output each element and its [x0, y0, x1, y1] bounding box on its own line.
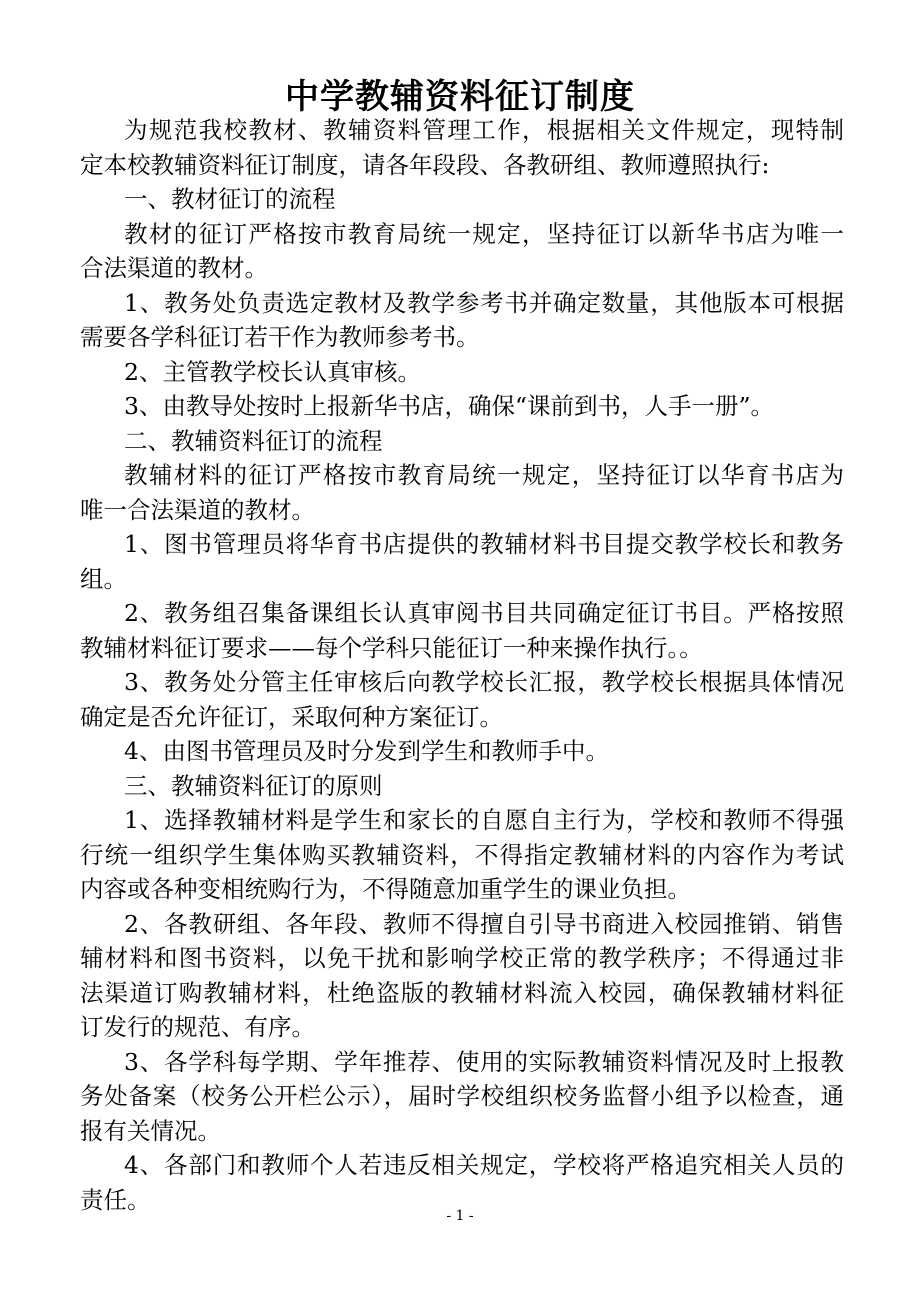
paragraph-line: 订发行的规范、有序。 — [80, 1013, 315, 1041]
paragraph — [80, 182, 844, 217]
paragraph-line: 责任。 — [80, 1185, 151, 1214]
paragraph — [80, 389, 844, 424]
paragraph-line: 行统一组织学生集体购买教辅资料，不得指定教辅材料的内容作为考试 — [80, 840, 844, 869]
paragraph-line: 三、教辅资料征订的原则 — [124, 771, 383, 800]
paragraph-line: 2、主管教学校长认真审核。 — [124, 357, 421, 386]
page-number: - 1 - — [446, 1208, 474, 1224]
paragraph-line: 一、教材征订的流程 — [124, 185, 336, 213]
paragraph-line: 3、教务处分管主任审核后向教学校长汇报，教学校长根据具体情况 — [124, 668, 844, 696]
paragraph-line: 二、教辅资料征订的流程 — [124, 426, 383, 455]
paragraph — [80, 113, 844, 182]
paragraph-line: 4、各部门和教师个人若违反相关规定，学校将严格追究相关人员的 — [124, 1151, 844, 1179]
paragraph — [80, 803, 844, 907]
paragraph-line: 报有关情况。 — [80, 1116, 221, 1145]
document-title: 中学教辅资料征订制度 — [285, 77, 635, 117]
paragraph — [80, 1045, 844, 1149]
paragraph — [80, 769, 844, 804]
paragraph-line: 1、教务处负责选定教材及教学参考书并确定数量，其他版本可根据 — [124, 288, 844, 317]
document-body — [80, 113, 844, 1217]
paragraph-line: 辅材料和图书资料，以免干扰和影响学校正常的教学秩序；不得通过非 — [80, 944, 844, 972]
paragraph — [80, 424, 844, 459]
paragraph — [80, 355, 844, 390]
paragraph — [80, 907, 844, 1045]
paragraph-line: 3、各学科每学期、学年推荐、使用的实际教辅资料情况及时上报教 — [124, 1047, 844, 1076]
paragraph — [80, 217, 844, 286]
paragraph-line: 1、选择教辅材料是学生和家长的自愿自主行为，学校和教师不得强 — [124, 806, 844, 834]
paragraph-line: 教材的征订严格按市教育局统一规定，坚持征订以新华书店为唯一 — [124, 219, 844, 248]
paragraph-line: 组。 — [80, 564, 127, 593]
paragraph-line: 合法渠道的教材。 — [80, 254, 268, 282]
paragraph-line: 法渠道订购教辅材料，杜绝盗版的教辅材料流入校园，确保教辅材料征 — [80, 978, 844, 1007]
paragraph-line: 确定是否允许征订，采取何种方案征订。 — [80, 702, 503, 731]
paragraph-line: 教辅材料征订要求——每个学科只能征订一种来操作执行。。 — [80, 633, 703, 662]
paragraph-line: 4、由图书管理员及时分发到学生和教师手中。 — [124, 737, 609, 765]
paragraph-line: 1、图书管理员将华育书店提供的教辅材料书目提交教学校长和教务 — [124, 530, 844, 558]
paragraph-line: 内容或各种变相统购行为，不得随意加重学生的课业负担。 — [80, 875, 691, 903]
paragraph — [80, 1148, 844, 1217]
paragraph-line: 唯一合法渠道的教材。 — [80, 495, 315, 524]
paragraph-line: 务处备案（校务公开栏公示），届时学校组织校务监督小组予以检查，通 — [80, 1082, 844, 1110]
paragraph-line: 2、教务组召集备课组长认真审阅书目共同确定征订书目。严格按照 — [124, 599, 844, 627]
paragraph-line: 3、由教导处按时上报新华书店，确保“课前到书，人手一册”。 — [124, 392, 774, 420]
paragraph-line: 2、各教研组、各年段、教师不得擅自引导书商进入校园推销、销售 — [124, 909, 844, 938]
paragraph — [80, 596, 844, 665]
paragraph-line: 定本校教辅资料征订制度，请各年段段、各教研组、教师遵照执行: — [80, 150, 770, 179]
paragraph-line: 为规范我校教材、教辅资料管理工作，根据相关文件规定，现特制 — [124, 116, 844, 144]
paragraph — [80, 665, 844, 734]
paragraph-line: 教辅材料的征订严格按市教育局统一规定，坚持征订以华育书店为 — [124, 461, 844, 489]
paragraph — [80, 286, 844, 355]
paragraph-line: 需要各学科征订若干作为教师参考书。 — [80, 323, 480, 351]
paragraph — [80, 527, 844, 596]
paragraph — [80, 734, 844, 769]
paragraph — [80, 458, 844, 527]
